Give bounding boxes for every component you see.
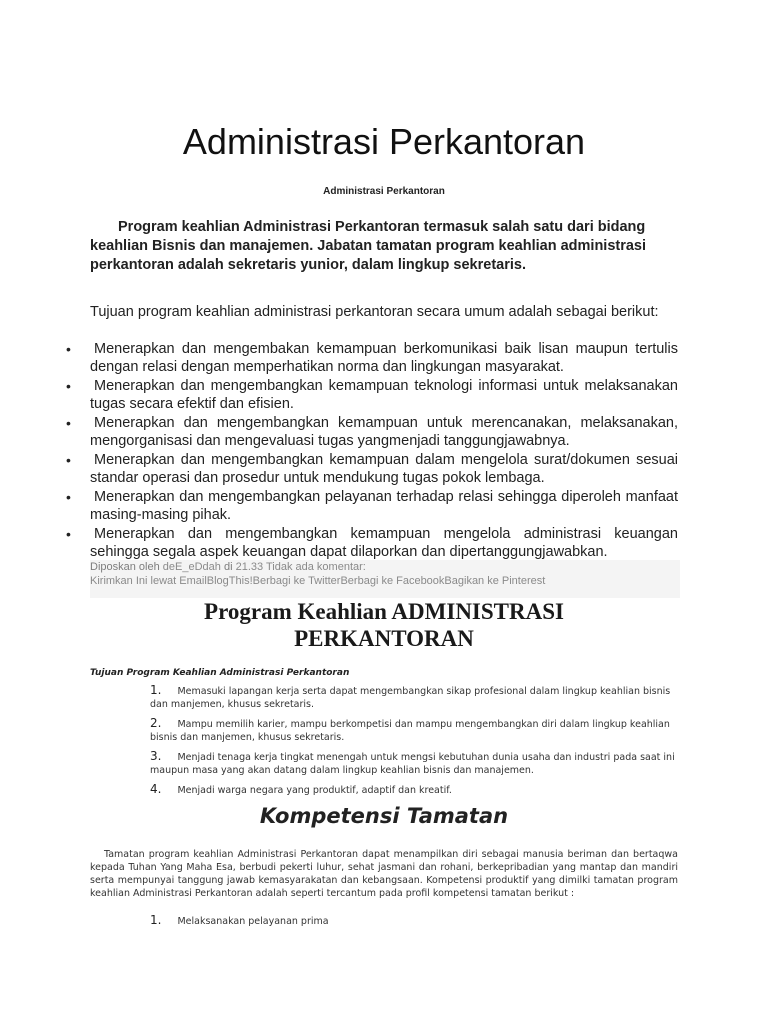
posted-by-label: Diposkan oleh [90, 561, 160, 573]
goal-text: Menerapkan dan mengembangkan kemampuan dalam mengelola surat/dokumen sesuai standar operasi dan prosedur untuk mendukung tugas pokok lembaga. [90, 452, 678, 486]
list-item [66, 525, 678, 561]
item-number: 4. [150, 782, 162, 796]
post-footer [90, 560, 680, 598]
list-item [66, 377, 678, 413]
goal-text: Menerapkan dan mengembangkan kemampuan teknologi informasi untuk melaksanakan tugas secara efektif dan efisien. [90, 378, 678, 412]
bullet-icon: • [66, 489, 71, 505]
item-text: Menjadi tenaga kerja tingkat menengah untuk mengsi kebutuhan dunia usaha dan industri pada saat ini maupun masa yang akan datang dalam lingkup keahlian bisnis dan manajemen. [150, 752, 675, 776]
intro-paragraph: Program keahlian Administrasi Perkantoran termasuk salah satu dari bidang keahlian Bisnis dan manajemen. Jabatan tamatan program keahlian administrasi perkantoran adalah sekretaris yunior, dalam lingkup sekretaris. [90, 219, 647, 273]
goals-list [66, 340, 678, 562]
share-pinterest-link[interactable]: Bagikan ke Pinterest [444, 575, 546, 587]
at-label: di [223, 561, 233, 573]
goal-text: Menerapkan dan mengembangkan kemampuan untuk merencanakan, melaksanakan, mengorganisasi dan mengevaluasi tugas yangmenjadi tanggungjawabnya. [90, 415, 678, 449]
competency-list [150, 914, 678, 934]
list-item [150, 684, 678, 711]
goal-text: Menerapkan dan mengembangkan pelayanan terhadap relasi sehingga diperoleh manfaat masing-masing pihak. [90, 489, 678, 523]
list-item [150, 783, 678, 797]
post-subtitle: Administrasi Perkantoran [323, 186, 445, 197]
competency-heading: Kompetensi Tamatan [259, 804, 509, 828]
item-number: 1. [150, 913, 162, 927]
list-item [66, 488, 678, 524]
list-item [150, 914, 678, 928]
bullet-icon: • [66, 341, 71, 357]
objectives-list [150, 684, 678, 803]
list-item [66, 451, 678, 487]
item-text: Melaksanakan pelayanan prima [177, 916, 329, 927]
author-link[interactable]: deE_eDdah [162, 561, 221, 573]
objectives-heading: Tujuan Program Keahlian Administrasi Perkantoran [90, 668, 350, 678]
post-meta-line [90, 560, 680, 574]
list-item [150, 750, 678, 777]
share-facebook-link[interactable]: Berbagi ke Facebook [340, 575, 445, 587]
goal-text: Menerapkan dan mengembakan kemampuan berkomunikasi baik lisan maupun tertulis dengan relasi dengan memperhatikan norma dan lingkungan masyarakat. [90, 341, 678, 375]
page-title: Administrasi Perkantoran [182, 121, 586, 162]
item-number: 2. [150, 716, 162, 730]
share-twitter-link[interactable]: Berbagi ke Twitter [252, 575, 341, 587]
item-text: Mampu memilih karier, mampu berkompetisi dan mampu mengembangkan diri dalam lingkup keahlian bisnis dan manjemen, khusus sekretaris. [150, 719, 670, 743]
list-item [66, 340, 678, 376]
item-number: 3. [150, 749, 162, 763]
section-heading: Program Keahlian ADMINISTRASI PERKANTORAN [204, 599, 564, 651]
competency-paragraph: Tamatan program keahlian Administrasi Perkantoran dapat menampilkan diri sebagai manusia beriman dan bertaqwa kepada Tuhan Yang Maha Esa, berbudi pekerti luhur, sehat jasmani dan rohani, berkepribadian yang mantap dan mandiri serta mempunyai tanggung jawab kemasyarakatan dan kebangsaan. Kompetensi produktif yang dimilki tamatan program keahlian Administrasi Perkantoran adalah seperti tercantum pada profil kompetensi tamatan berikut : [90, 849, 678, 899]
item-text: Memasuki lapangan kerja serta dapat mengembangkan sikap profesional dalam lingkup keahlian bisnis dan manjemen, khusus sekretaris. [150, 686, 671, 710]
blogthis-link[interactable]: BlogThis! [206, 575, 253, 587]
list-item [66, 414, 678, 450]
comments-link[interactable]: Tidak ada komentar: [265, 561, 366, 573]
share-email-link[interactable]: Kirimkan Ini lewat Email [90, 575, 207, 587]
goal-text: Menerapkan dan mengembangkan kemampuan mengelola administrasi keuangan sehingga segala aspek keuangan dapat dilaporkan dan dipertanggungjawabkan. [90, 526, 678, 560]
bullet-icon: • [66, 378, 71, 394]
bullet-icon: • [66, 415, 71, 431]
share-links [90, 574, 680, 588]
item-number: 1. [150, 683, 162, 697]
list-item [150, 717, 678, 744]
post-time-link[interactable]: 21.33 [235, 561, 264, 573]
item-text: Menjadi warga negara yang produktif, adaptif dan kreatif. [177, 785, 452, 796]
goals-intro-paragraph: Tujuan program keahlian administrasi perkantoran secara umum adalah sebagai berikut: [90, 304, 659, 320]
bullet-icon: • [66, 526, 71, 542]
bullet-icon: • [66, 452, 71, 468]
